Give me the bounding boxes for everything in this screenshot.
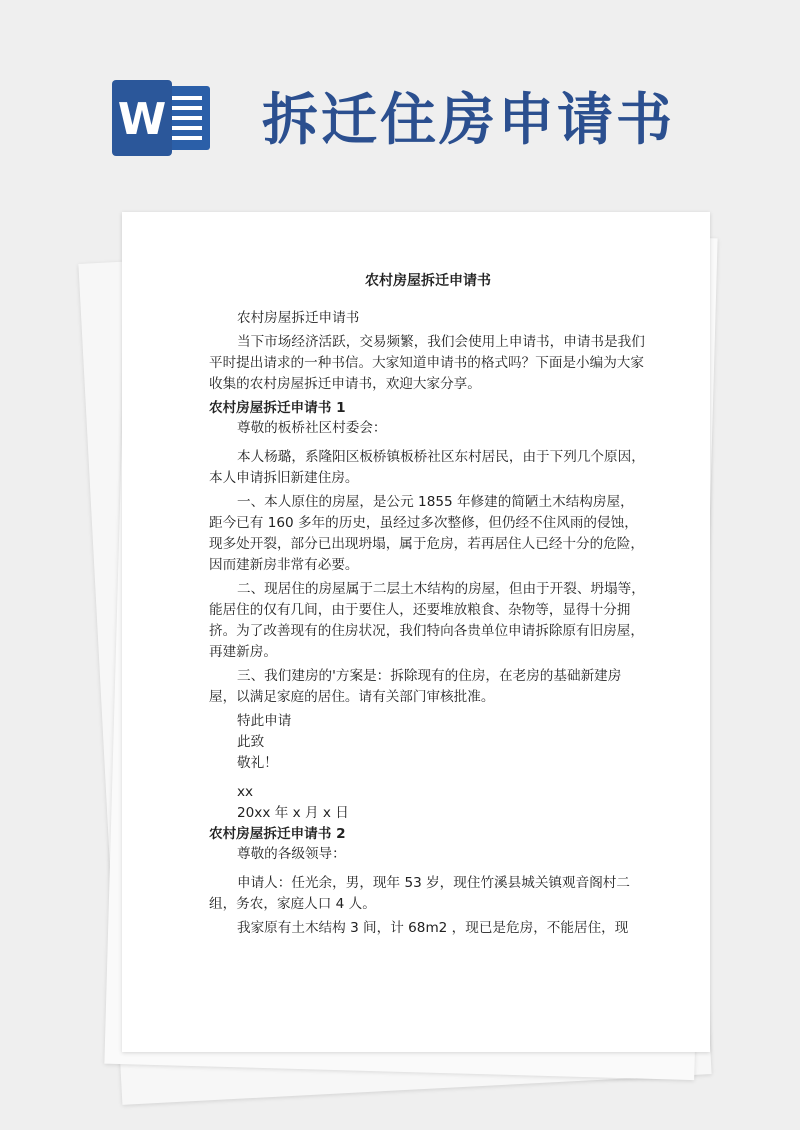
section2-salutation: 尊敬的各级领导： xyxy=(237,846,346,862)
section1-paragraph: 本人杨璐，系隆阳区板桥镇板桥社区东村居民，由于下列几个原因，本人申请拆旧新建住房。 xyxy=(209,449,645,486)
section1-salutation: 尊敬的板桥社区村委会： xyxy=(237,420,387,436)
signature-date: 20xx 年 x 月 x 日 xyxy=(237,805,349,821)
word-logo-letter: W xyxy=(117,94,167,145)
page-title: 拆迁住房申请书 xyxy=(262,88,675,153)
document-title: 农村房屋拆迁申请书 xyxy=(365,273,491,289)
word-document-icon xyxy=(112,80,212,156)
section-heading-1: 农村房屋拆迁申请书 1 xyxy=(209,400,346,416)
intro-paragraph: 当下市场经济活跃，交易频繁，我们会使用上申请书，申请书是我们平时提出请求的一种书信。大家知道申请书的格式吗？下面是小编为大家收集的农村房屋拆迁申请书，欢迎大家分享。 xyxy=(209,334,645,392)
signer-name: xx xyxy=(237,784,254,800)
closing-greeting: 此致 xyxy=(237,734,265,750)
document-page xyxy=(122,212,710,1052)
section1-paragraph: 三、我们建房的'方案是：拆除现有的住房，在老房的基础新建房屋，以满足家庭的居住。请有关部门审核批准。 xyxy=(209,668,622,705)
section1-paragraph: 一、本人原住的房屋，是公元 1855 年修建的简陋土木结构房屋，距今已有 160 多年的历史，虽经过多次整修，但仍经不住风雨的侵蚀，现多处开裂，部分已出现坍塌，属于危房，若再居住人已经十分的危险，因而建新房非常有必要。 xyxy=(209,494,644,573)
document-body xyxy=(209,270,647,942)
section-heading-2: 农村房屋拆迁申请书 2 xyxy=(209,826,346,842)
header-banner xyxy=(0,0,800,200)
section2-paragraph: 申请人：任光余，男，现年 53 岁，现住竹溪县城关镇观音阁村二组，务农，家庭人口 4 人。 xyxy=(209,875,630,912)
closing-salute: 敬礼！ xyxy=(237,755,278,771)
document-subtitle: 农村房屋拆迁申请书 xyxy=(237,310,360,326)
closing-request: 特此申请 xyxy=(237,713,292,729)
word-badge xyxy=(112,80,172,156)
section2-paragraph: 我家原有土木结构 3 间，计 68m2 ，现已是危房，不能居住，现 xyxy=(237,920,629,936)
section1-paragraph: 二、现居住的房屋属于二层土木结构的房屋，但由于开裂、坍塌等，能居住的仅有几间，由于要住人，还要堆放粮食、杂物等，显得十分拥挤。为了改善现有的住房状况，我们特向各贵单位申请拆除原有旧房屋，再建新房。 xyxy=(209,581,645,660)
